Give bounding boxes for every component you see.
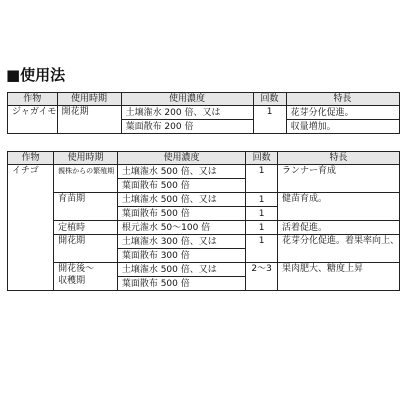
header-count: 回数	[253, 93, 286, 106]
concentration-cell: 葉面散布 500 倍	[117, 277, 245, 291]
count-cell: 1	[246, 235, 278, 263]
concentration-cell: 土壌潅水 200 倍、又は	[121, 106, 253, 120]
period-line: 開花後～	[58, 264, 95, 274]
concentration-cell: 土壌潅水 500 倍、又は	[117, 193, 245, 207]
header-crop: 作物	[8, 93, 58, 106]
feature-cell: 花芽分化促進。着果率向上、	[277, 235, 399, 263]
usage-table-strawberry	[7, 151, 400, 291]
feature-cell: 花芽分化促進。	[286, 106, 399, 120]
concentration-cell: 葉面散布 500 倍	[117, 207, 245, 221]
feature-cell: 活着促進。	[277, 221, 399, 235]
period-cell: 開花期	[54, 235, 118, 263]
period-cell: 定植時	[54, 221, 118, 235]
table-header-row	[8, 152, 400, 165]
header-count: 回数	[246, 152, 278, 165]
count-cell: 1	[246, 207, 278, 221]
feature-cell: 健苗育成。	[277, 193, 399, 221]
concentration-cell: 葉面散布 500 倍	[117, 179, 245, 193]
concentration-cell: 土壌潅水 300 倍、又は	[117, 235, 245, 249]
count-cell: 1	[253, 106, 286, 134]
feature-cell: 収量増加。	[286, 120, 399, 134]
feature-cell: 果肉肥大、糖度上昇	[277, 263, 399, 291]
count-cell: 1	[246, 165, 278, 193]
concentration-cell: 葉面散布 200 倍	[121, 120, 253, 134]
crop-cell: ジャガイモ	[8, 106, 58, 134]
section-heading: ■使用法	[6, 66, 66, 84]
concentration-cell: 土壌潅水 500 倍、又は	[117, 165, 245, 179]
concentration-cell: 葉面散布 300 倍	[117, 249, 245, 263]
period-cell: 開花期	[57, 106, 121, 134]
feature-cell: ランナー育成	[277, 165, 399, 193]
table-row	[8, 235, 400, 249]
concentration-cell: 根元潅水 50～100 倍	[117, 221, 245, 235]
count-cell: 2～3	[246, 263, 278, 291]
header-concentration: 使用濃度	[121, 93, 253, 106]
period-cell: 親株からの繁殖期	[54, 165, 118, 193]
header-feature: 特長	[286, 93, 399, 106]
table-row	[8, 165, 400, 179]
header-crop: 作物	[8, 152, 54, 165]
table-header-row	[8, 93, 400, 106]
table-row	[8, 193, 400, 207]
count-cell: 1	[246, 193, 278, 207]
period-line: 収穫期	[58, 276, 86, 286]
usage-table-potato	[7, 92, 400, 134]
period-cell: 育苗期	[54, 193, 118, 221]
period-cell	[54, 263, 118, 291]
header-period: 使用時期	[54, 152, 118, 165]
count-cell: 1	[246, 221, 278, 235]
crop-cell: イチゴ	[8, 165, 54, 291]
header-concentration: 使用濃度	[117, 152, 245, 165]
table-row	[8, 263, 400, 277]
table-row	[8, 106, 400, 120]
header-period: 使用時期	[57, 93, 121, 106]
header-feature: 特長	[277, 152, 399, 165]
table-row	[8, 221, 400, 235]
concentration-cell: 土壌潅水 500 倍、又は	[117, 263, 245, 277]
